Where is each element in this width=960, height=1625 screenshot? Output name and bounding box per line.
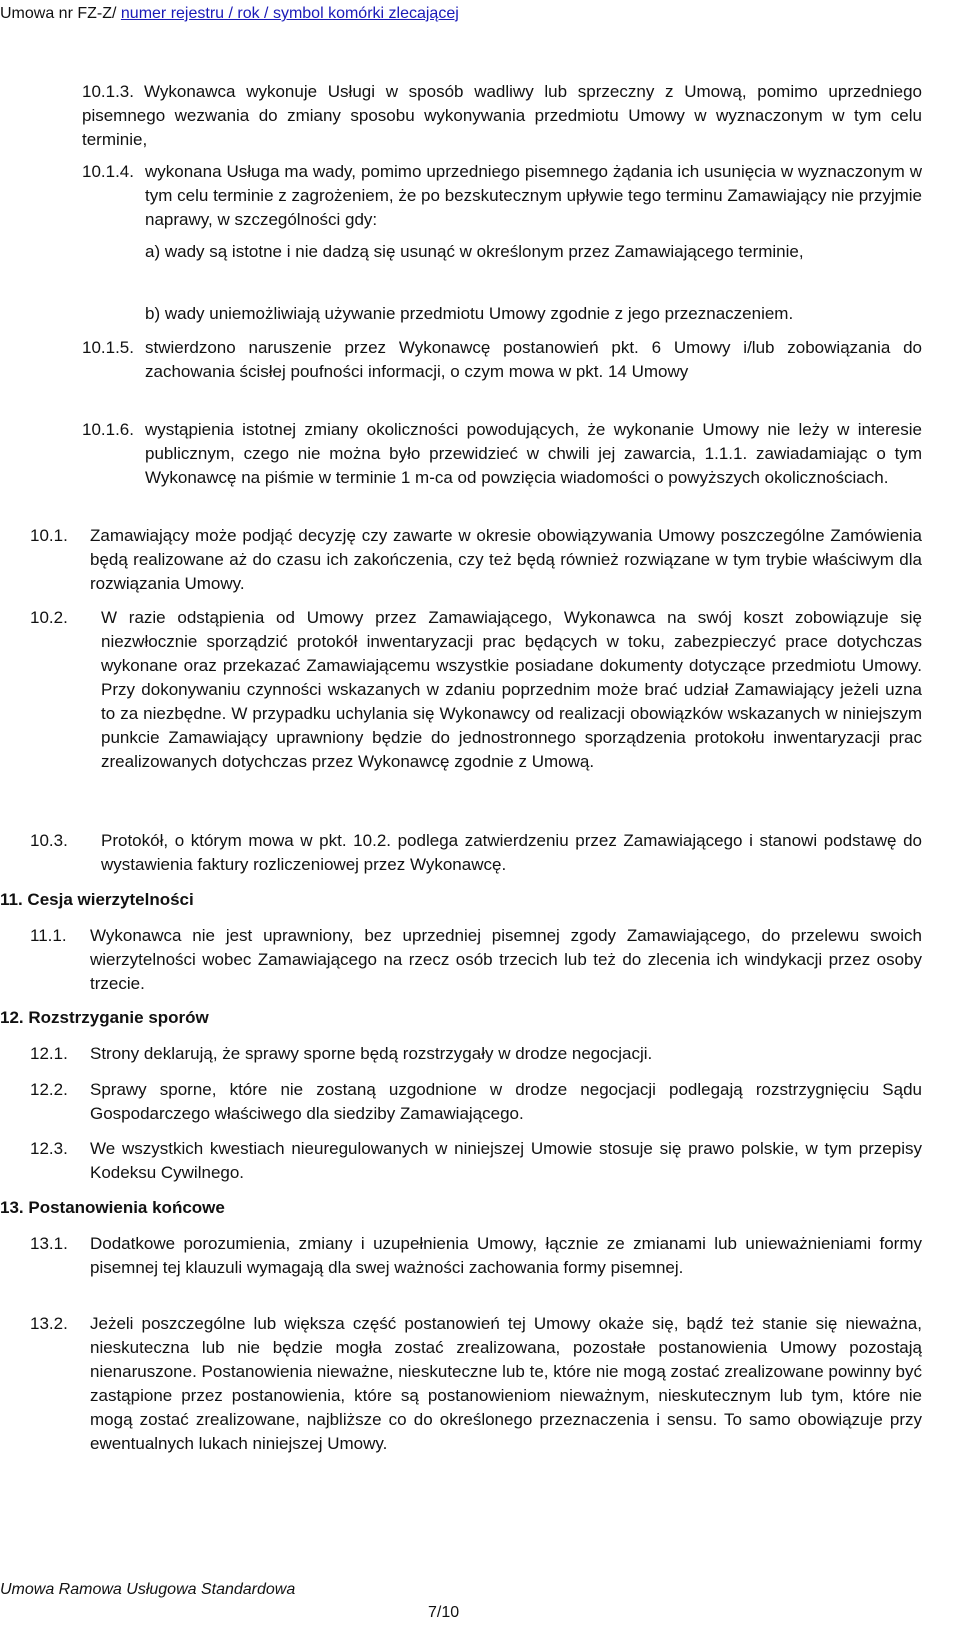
clause-text: stwierdzono naruszenie przez Wykonawcę postanowień pkt. 6 Umowy i/lub zobowiązania do zachowania ścisłej poufności informacji, o czym mowa w pkt. 14 Umowy (145, 338, 922, 381)
clause-10-3 (30, 829, 922, 877)
heading-13: 13. Postanowienia końcowe (0, 1198, 225, 1217)
clause-number: 10.1.6. (82, 420, 134, 439)
clause-number: 12.1. (30, 1044, 68, 1063)
clause-10-1-4 (82, 160, 922, 232)
clause-10-1-5 (82, 336, 922, 384)
clause-text: Sprawy sporne, które nie zostaną uzgodnione w drodze negocjacji podlegają rozstrzygnięciu Sądu Gospodarczego właściwego dla siedziby Zamawiającego. (90, 1080, 922, 1123)
clause-13-2 (30, 1312, 922, 1456)
clause-text: Zamawiający może podjąć decyzję czy zawarte w okresie obowiązywania Umowy poszczególne Zamówienia będą realizowane aż do czasu ich zakończenia, czy też będą również rozwiązane w tym trybie właściwym dla rozwiązania Umowy. (90, 526, 922, 593)
clause-10-1-6 (82, 418, 922, 490)
clause-text: W razie odstąpienia od Umowy przez Zamawiającego, Wykonawca na swój koszt zobowiązuje się niezwłocznie sporządzić protokół inwentaryzacji prac będących w toku, zabezpieczyć prace dotychczas wykonane oraz przekazać Zamawiającemu wszystkie posiadane dokumenty dotyczące przedmiotu Umowy. Przy dokonywaniu czynności wskazanych w zdaniu poprzednim może brać udział Zamawiający jeżeli uzna to za niezbędne. W przypadku uchylania się Wykonawcy od realizacji obowiązków wskazanych w niniejszym punkcie Zamawiający uprawniony będzie do jednostronnego sporządzenia protokołu inwentaryzacji prac zrealizowanych dotychczas przez Wykonawcę zgodnie z Umową. (101, 608, 922, 771)
clause-10-1-3 (82, 80, 922, 152)
clause-10-1-4-a: a) wady są istotne i nie dadzą się usunąć w określonym przez Zamawiającego terminie, (145, 242, 804, 261)
clause-12-2 (30, 1078, 922, 1126)
clause-number: 13.1. (30, 1234, 68, 1253)
clause-text: Wykonawca nie jest uprawniony, bez uprzedniej pisemnej zgody Zamawiającego, do przelewu swoich wierzytelności wobec Zamawiającego na rzecz osób trzecich lub też do zlecenia ich windykacji przez osoby trzecie. (90, 926, 922, 993)
clause-number: 10.1. (30, 526, 68, 545)
page-header (0, 4, 459, 24)
clause-11-1 (30, 924, 922, 996)
clause-10-2 (30, 606, 922, 774)
clause-number: 10.1.3. (82, 82, 134, 101)
clause-number: 10.1.4. (82, 162, 134, 181)
clause-number: 13.2. (30, 1314, 68, 1333)
header-register-link[interactable]: numer rejestru / rok / symbol komórki zlecającej (120, 5, 459, 22)
clause-text: wykonana Usługa ma wady, pomimo uprzedniego pisemnego żądania ich usunięcia w wyznaczonym w tym celu terminie z zagrożeniem, że po bezskutecznym upływie tego terminu Zamawiający nie przyjmie naprawy, w szczególności gdy: (145, 162, 922, 229)
clause-number: 10.2. (30, 608, 68, 627)
footer-document-title: Umowa Ramowa Usługowa Standardowa (0, 1581, 296, 1598)
clause-text: Wykonawca wykonuje Usługi w sposób wadliwy lub sprzeczny z Umową, pomimo uprzedniego pisemnego wezwania do zmiany sposobu wykonywania przedmiotu Umowy w wyznaczonym w tym celu terminie, (82, 82, 922, 149)
clause-number: 11.1. (30, 926, 67, 945)
clause-13-1 (30, 1232, 922, 1280)
clause-number: 12.2. (30, 1080, 68, 1099)
clause-text: wystąpienia istotnej zmiany okoliczności powodujących, że wykonanie Umowy nie leży w interesie publicznym, czego nie można było przewidzieć w chwili jej zawarcia, 1.1.1. zawiadamiając o tym Wykonawcę na piśmie w terminie 1 m-ca od powzięcia wiadomości o powyższych okolicznościach. (145, 420, 922, 487)
footer-page-number: 7/10 (428, 1604, 460, 1621)
clause-text: Dodatkowe porozumienia, zmiany i uzupełnienia Umowy, łącznie ze zmianami lub unieważnieniami formy pisemnej tej klauzuli wymagają dla swej ważności zachowania formy pisemnej. (90, 1234, 922, 1277)
clause-text: Strony deklarują, że sprawy sporne będą rozstrzygały w drodze negocjacji. (90, 1044, 653, 1063)
clause-12-1 (30, 1042, 922, 1066)
clause-text: We wszystkich kwestiach nieuregulowanych w niniejszej Umowie stosuje się prawo polskie, w tym przepisy Kodeksu Cywilnego. (90, 1139, 922, 1182)
heading-11: 11. Cesja wierzytelności (0, 890, 194, 909)
clause-text: Jeżeli poszczególne lub większa część postanowień tej Umowy okaże się, bądź też stanie się nieważna, nieskuteczna lub nie będzie mogła zostać zrealizowana, pozostałe postanowienia Umowy pozostają nienaruszone. Postanowienia nieważne, nieskuteczne lub te, które nie mogą zostać zrealizowane powinny być zastąpione przez postanowienia, które są postanowieniom nieważnym, nieskutecznym lub tym, które nie mogą zostać zrealizowane, najbliższe co do określonego przeznaczenia i sensu. To samo obowiązuje przy ewentualnych lukach niniejszej Umowy. (90, 1314, 922, 1453)
clause-number: 10.1.5. (82, 338, 134, 357)
clause-12-3 (30, 1137, 922, 1185)
clause-number: 12.3. (30, 1139, 68, 1158)
clause-number: 10.3. (30, 831, 68, 850)
clause-10-1 (30, 524, 922, 596)
clause-text: Protokół, o którym mowa w pkt. 10.2. podlega zatwierdzeniu przez Zamawiającego i stanowi podstawę do wystawienia faktury rozliczeniowej przez Wykonawcę. (101, 831, 922, 874)
heading-12: 12. Rozstrzyganie sporów (0, 1008, 209, 1027)
header-prefix: Umowa nr FZ-Z/ (0, 5, 121, 22)
clause-10-1-4-b: b) wady uniemożliwiają używanie przedmiotu Umowy zgodnie z jego przeznaczeniem. (145, 304, 794, 323)
